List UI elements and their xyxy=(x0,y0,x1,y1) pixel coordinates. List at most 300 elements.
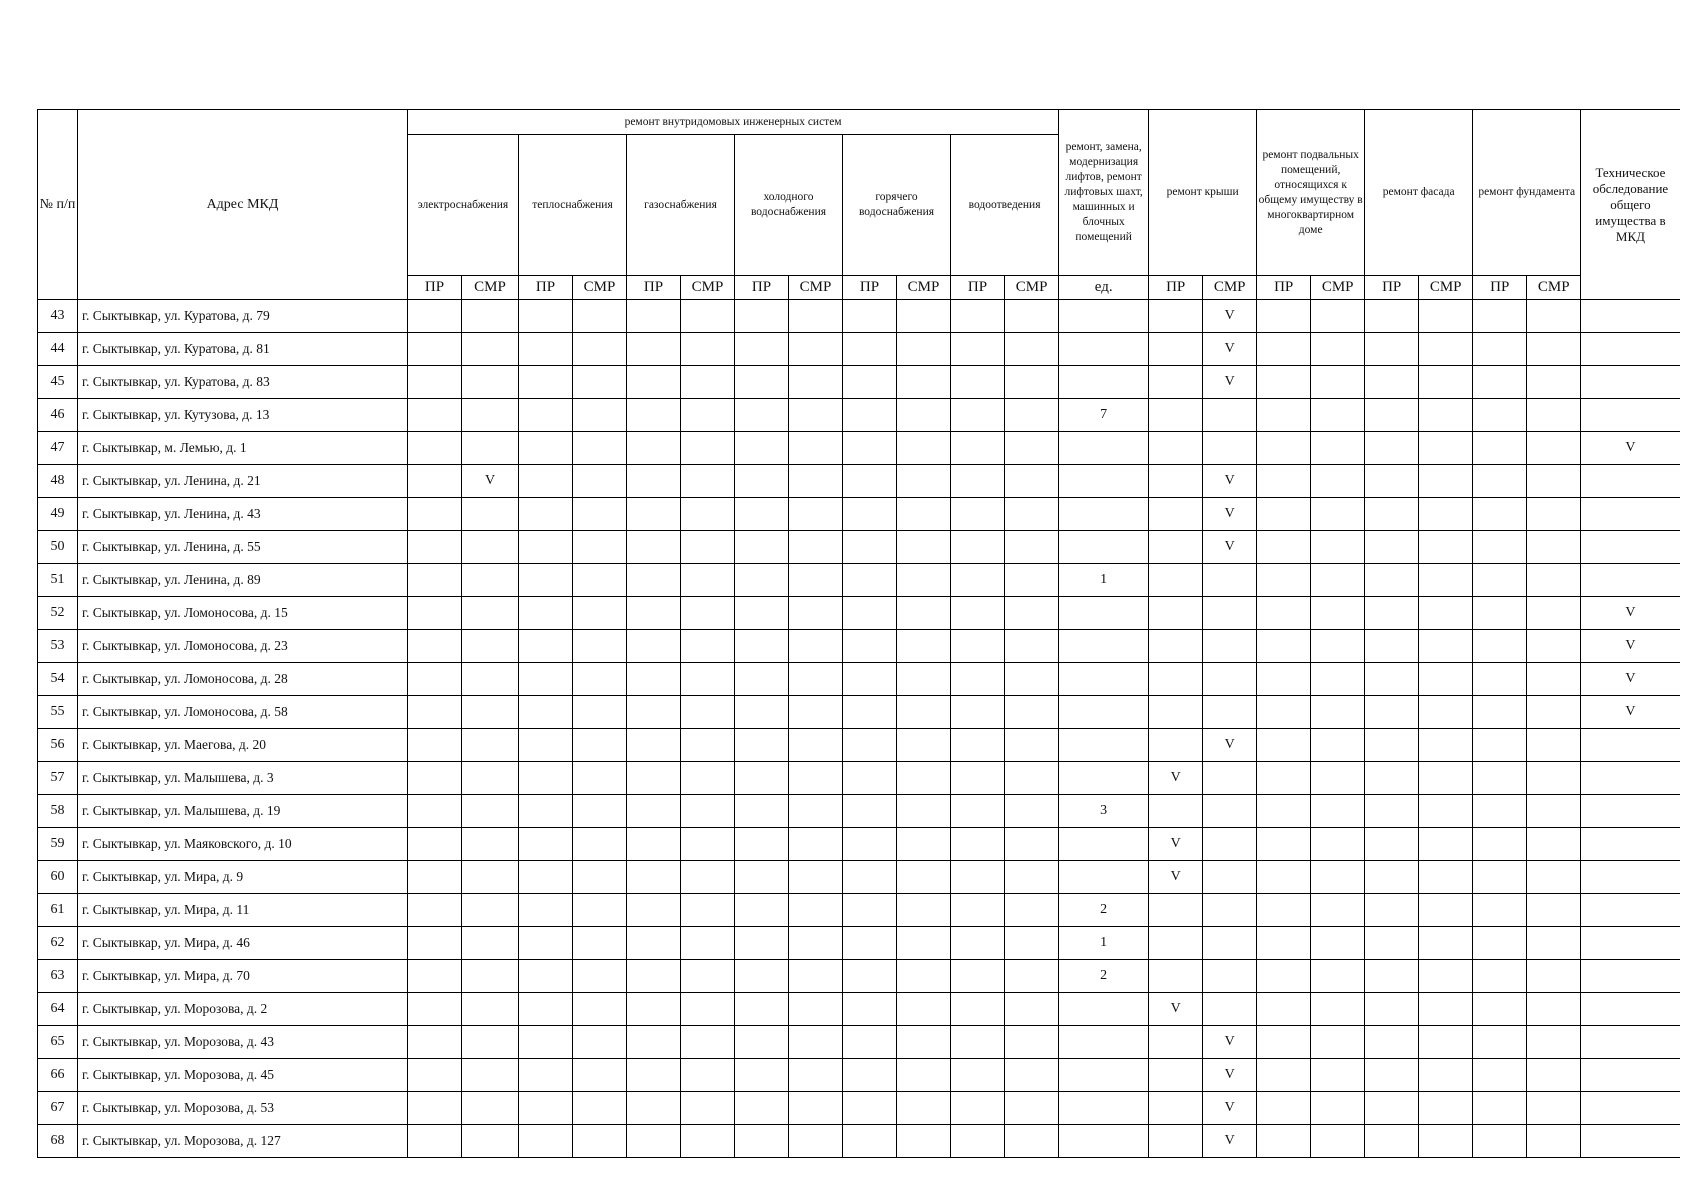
cell-roof-pr xyxy=(1149,696,1203,729)
cell-fnd-smr xyxy=(1527,1026,1581,1059)
cell-roof-smr xyxy=(1203,663,1257,696)
row-address: г. Сыктывкар, ул. Морозова, д. 127 xyxy=(78,1125,408,1158)
cell-gas-smr xyxy=(681,894,735,927)
cell-sew-smr xyxy=(1005,1026,1059,1059)
header-smr: СМР xyxy=(1005,276,1059,300)
header-sewage: водоотведения xyxy=(951,135,1059,276)
table-row xyxy=(38,960,1680,993)
cell-heat-smr xyxy=(573,1026,627,1059)
cell-roof-smr: V xyxy=(1203,1059,1257,1092)
cell-fnd-smr xyxy=(1527,663,1581,696)
cell-gas-smr xyxy=(681,333,735,366)
header-facade: ремонт фасада xyxy=(1365,110,1473,276)
row-address: г. Сыктывкар, ул. Мира, д. 46 xyxy=(78,927,408,960)
cell-el-smr xyxy=(462,564,519,597)
cell-gas-pr xyxy=(627,1125,681,1158)
cell-sew-smr xyxy=(1005,1059,1059,1092)
cell-fac-smr xyxy=(1419,861,1473,894)
cell-lift xyxy=(1059,861,1149,894)
cell-el-pr xyxy=(408,696,462,729)
cell-hot-pr xyxy=(843,630,897,663)
cell-sew-pr xyxy=(951,399,1005,432)
cell-sew-pr xyxy=(951,1059,1005,1092)
cell-gas-smr xyxy=(681,300,735,333)
cell-gas-smr xyxy=(681,960,735,993)
cell-hot-pr xyxy=(843,696,897,729)
cell-gas-smr xyxy=(681,927,735,960)
row-number: 51 xyxy=(38,564,78,597)
cell-roof-smr xyxy=(1203,861,1257,894)
cell-tech xyxy=(1581,1125,1680,1158)
cell-tech xyxy=(1581,960,1680,993)
cell-fnd-pr xyxy=(1473,333,1527,366)
cell-gas-pr xyxy=(627,465,681,498)
cell-sew-pr xyxy=(951,828,1005,861)
cell-gas-pr xyxy=(627,333,681,366)
row-address: г. Сыктывкар, ул. Ленина, д. 43 xyxy=(78,498,408,531)
table-row xyxy=(38,696,1680,729)
cell-heat-smr xyxy=(573,729,627,762)
row-number: 48 xyxy=(38,465,78,498)
cell-base-pr xyxy=(1257,1092,1311,1125)
row-address: г. Сыктывкар, ул. Морозова, д. 2 xyxy=(78,993,408,1026)
cell-el-smr xyxy=(462,1059,519,1092)
cell-fnd-smr xyxy=(1527,795,1581,828)
cell-sew-smr xyxy=(1005,1125,1059,1158)
cell-roof-smr xyxy=(1203,399,1257,432)
repair-plan-table xyxy=(37,109,1680,1158)
cell-hot-smr xyxy=(897,696,951,729)
cell-tech xyxy=(1581,498,1680,531)
cell-fac-smr xyxy=(1419,795,1473,828)
cell-base-smr xyxy=(1311,729,1365,762)
cell-roof-smr xyxy=(1203,993,1257,1026)
cell-fac-smr xyxy=(1419,828,1473,861)
row-number: 62 xyxy=(38,927,78,960)
table-row xyxy=(38,762,1680,795)
cell-el-pr xyxy=(408,762,462,795)
cell-lift xyxy=(1059,366,1149,399)
cell-base-pr xyxy=(1257,564,1311,597)
cell-base-smr xyxy=(1311,531,1365,564)
cell-fnd-pr xyxy=(1473,795,1527,828)
cell-lift xyxy=(1059,828,1149,861)
cell-sew-pr xyxy=(951,630,1005,663)
cell-roof-smr: V xyxy=(1203,333,1257,366)
cell-fnd-smr xyxy=(1527,399,1581,432)
cell-heat-pr xyxy=(519,597,573,630)
cell-gas-pr xyxy=(627,663,681,696)
cell-lift xyxy=(1059,498,1149,531)
cell-fnd-pr xyxy=(1473,531,1527,564)
cell-fnd-smr xyxy=(1527,498,1581,531)
cell-el-pr xyxy=(408,993,462,1026)
cell-heat-smr xyxy=(573,432,627,465)
cell-fnd-smr xyxy=(1527,927,1581,960)
cell-gas-pr xyxy=(627,696,681,729)
cell-lift xyxy=(1059,531,1149,564)
header-pr: ПР xyxy=(1149,276,1203,300)
row-number: 46 xyxy=(38,399,78,432)
cell-fac-pr xyxy=(1365,366,1419,399)
header-smr: СМР xyxy=(1311,276,1365,300)
cell-lift xyxy=(1059,465,1149,498)
header-pr: ПР xyxy=(735,276,789,300)
cell-sew-pr xyxy=(951,432,1005,465)
cell-base-pr xyxy=(1257,894,1311,927)
cell-gas-pr xyxy=(627,1059,681,1092)
cell-roof-pr xyxy=(1149,531,1203,564)
cell-heat-smr xyxy=(573,762,627,795)
cell-sew-pr xyxy=(951,531,1005,564)
cell-gas-smr xyxy=(681,696,735,729)
cell-fac-smr xyxy=(1419,498,1473,531)
cell-heat-pr xyxy=(519,762,573,795)
cell-tech xyxy=(1581,762,1680,795)
cell-cold-smr xyxy=(789,762,843,795)
cell-roof-pr xyxy=(1149,498,1203,531)
cell-sew-smr xyxy=(1005,894,1059,927)
cell-el-pr xyxy=(408,432,462,465)
cell-base-smr xyxy=(1311,465,1365,498)
cell-sew-smr xyxy=(1005,828,1059,861)
cell-gas-pr xyxy=(627,1092,681,1125)
cell-fnd-smr xyxy=(1527,696,1581,729)
cell-base-pr xyxy=(1257,663,1311,696)
cell-sew-pr xyxy=(951,960,1005,993)
cell-sew-pr xyxy=(951,696,1005,729)
row-address: г. Сыктывкар, ул. Ленина, д. 55 xyxy=(78,531,408,564)
cell-tech: V xyxy=(1581,432,1680,465)
cell-base-pr xyxy=(1257,828,1311,861)
cell-lift xyxy=(1059,993,1149,1026)
cell-gas-pr xyxy=(627,993,681,1026)
cell-hot-pr xyxy=(843,861,897,894)
cell-sew-pr xyxy=(951,729,1005,762)
cell-gas-smr xyxy=(681,993,735,1026)
cell-sew-pr xyxy=(951,498,1005,531)
cell-roof-pr xyxy=(1149,960,1203,993)
cell-sew-pr xyxy=(951,366,1005,399)
cell-fnd-smr xyxy=(1527,861,1581,894)
cell-gas-smr xyxy=(681,1059,735,1092)
cell-roof-pr xyxy=(1149,927,1203,960)
cell-el-pr xyxy=(408,861,462,894)
cell-fnd-smr xyxy=(1527,960,1581,993)
cell-base-smr xyxy=(1311,894,1365,927)
row-address: г. Сыктывкар, ул. Малышева, д. 19 xyxy=(78,795,408,828)
cell-cold-smr xyxy=(789,894,843,927)
table-row xyxy=(38,894,1680,927)
cell-heat-smr xyxy=(573,927,627,960)
cell-heat-smr xyxy=(573,993,627,1026)
cell-roof-smr: V xyxy=(1203,498,1257,531)
cell-heat-pr xyxy=(519,399,573,432)
cell-fac-smr xyxy=(1419,564,1473,597)
cell-fac-pr xyxy=(1365,399,1419,432)
cell-fac-smr xyxy=(1419,630,1473,663)
cell-sew-smr xyxy=(1005,927,1059,960)
cell-gas-smr xyxy=(681,828,735,861)
cell-sew-pr xyxy=(951,795,1005,828)
row-address: г. Сыктывкар, ул. Маяковского, д. 10 xyxy=(78,828,408,861)
cell-hot-smr xyxy=(897,531,951,564)
cell-base-pr xyxy=(1257,630,1311,663)
table-row xyxy=(38,1092,1680,1125)
cell-heat-pr xyxy=(519,630,573,663)
cell-sew-pr xyxy=(951,300,1005,333)
cell-base-smr xyxy=(1311,630,1365,663)
cell-base-smr xyxy=(1311,1092,1365,1125)
cell-hot-pr xyxy=(843,564,897,597)
cell-cold-pr xyxy=(735,729,789,762)
cell-cold-smr xyxy=(789,960,843,993)
cell-lift xyxy=(1059,1026,1149,1059)
cell-fnd-smr xyxy=(1527,1125,1581,1158)
cell-el-pr xyxy=(408,729,462,762)
cell-fac-smr xyxy=(1419,1125,1473,1158)
cell-gas-pr xyxy=(627,1026,681,1059)
table-row xyxy=(38,1059,1680,1092)
table-row xyxy=(38,663,1680,696)
cell-hot-pr xyxy=(843,399,897,432)
cell-el-smr xyxy=(462,729,519,762)
cell-lift: 2 xyxy=(1059,960,1149,993)
cell-fnd-smr xyxy=(1527,762,1581,795)
cell-cold-pr xyxy=(735,960,789,993)
cell-heat-smr xyxy=(573,795,627,828)
cell-fac-pr xyxy=(1365,531,1419,564)
cell-roof-smr xyxy=(1203,597,1257,630)
cell-base-pr xyxy=(1257,762,1311,795)
cell-fac-smr xyxy=(1419,762,1473,795)
cell-sew-smr xyxy=(1005,993,1059,1026)
cell-cold-smr xyxy=(789,498,843,531)
cell-tech xyxy=(1581,300,1680,333)
cell-sew-smr xyxy=(1005,597,1059,630)
cell-heat-pr xyxy=(519,828,573,861)
cell-fac-pr xyxy=(1365,663,1419,696)
cell-roof-smr: V xyxy=(1203,729,1257,762)
cell-gas-pr xyxy=(627,795,681,828)
cell-el-smr xyxy=(462,828,519,861)
cell-fnd-pr xyxy=(1473,498,1527,531)
cell-cold-smr xyxy=(789,993,843,1026)
cell-cold-smr xyxy=(789,927,843,960)
cell-base-pr xyxy=(1257,300,1311,333)
cell-heat-smr xyxy=(573,1059,627,1092)
cell-cold-pr xyxy=(735,762,789,795)
cell-hot-pr xyxy=(843,729,897,762)
cell-roof-pr xyxy=(1149,399,1203,432)
cell-fnd-smr xyxy=(1527,432,1581,465)
cell-fnd-pr xyxy=(1473,993,1527,1026)
cell-sew-pr xyxy=(951,762,1005,795)
cell-fac-smr xyxy=(1419,333,1473,366)
cell-fac-pr xyxy=(1365,960,1419,993)
row-address: г. Сыктывкар, ул. Малышева, д. 3 xyxy=(78,762,408,795)
cell-base-pr xyxy=(1257,696,1311,729)
cell-el-pr xyxy=(408,366,462,399)
cell-cold-pr xyxy=(735,597,789,630)
cell-heat-pr xyxy=(519,432,573,465)
cell-el-pr xyxy=(408,1125,462,1158)
cell-hot-smr xyxy=(897,366,951,399)
cell-roof-pr xyxy=(1149,333,1203,366)
cell-base-pr xyxy=(1257,927,1311,960)
cell-roof-pr xyxy=(1149,1092,1203,1125)
cell-fac-pr xyxy=(1365,432,1419,465)
cell-tech: V xyxy=(1581,630,1680,663)
header-foundation: ремонт фундамента xyxy=(1473,110,1581,276)
cell-sew-pr xyxy=(951,465,1005,498)
row-address: г. Сыктывкар, ул. Куратова, д. 81 xyxy=(78,333,408,366)
cell-cold-pr xyxy=(735,300,789,333)
header-pr: ПР xyxy=(843,276,897,300)
cell-base-pr xyxy=(1257,960,1311,993)
cell-sew-pr xyxy=(951,894,1005,927)
table-row xyxy=(38,432,1680,465)
cell-hot-smr xyxy=(897,729,951,762)
cell-gas-pr xyxy=(627,531,681,564)
table-row xyxy=(38,300,1680,333)
cell-el-smr xyxy=(462,432,519,465)
cell-el-smr xyxy=(462,960,519,993)
cell-gas-pr xyxy=(627,729,681,762)
cell-heat-smr xyxy=(573,564,627,597)
cell-tech xyxy=(1581,399,1680,432)
cell-el-pr xyxy=(408,531,462,564)
cell-sew-smr xyxy=(1005,366,1059,399)
cell-hot-pr xyxy=(843,465,897,498)
header-heating: теплоснабжения xyxy=(519,135,627,276)
header-smr: СМР xyxy=(681,276,735,300)
cell-fnd-smr xyxy=(1527,828,1581,861)
cell-tech xyxy=(1581,894,1680,927)
cell-el-smr xyxy=(462,795,519,828)
cell-sew-smr xyxy=(1005,465,1059,498)
cell-hot-smr xyxy=(897,432,951,465)
cell-sew-smr xyxy=(1005,300,1059,333)
cell-heat-pr xyxy=(519,861,573,894)
table-row xyxy=(38,564,1680,597)
cell-base-pr xyxy=(1257,795,1311,828)
header-electric: электроснабжения xyxy=(408,135,519,276)
cell-cold-smr xyxy=(789,300,843,333)
cell-fnd-pr xyxy=(1473,729,1527,762)
row-number: 59 xyxy=(38,828,78,861)
cell-cold-smr xyxy=(789,432,843,465)
cell-cold-pr xyxy=(735,927,789,960)
cell-hot-smr xyxy=(897,564,951,597)
cell-fac-pr xyxy=(1365,861,1419,894)
cell-heat-pr xyxy=(519,696,573,729)
cell-sew-pr xyxy=(951,663,1005,696)
row-address: г. Сыктывкар, ул. Ленина, д. 21 xyxy=(78,465,408,498)
table-row xyxy=(38,729,1680,762)
cell-sew-smr xyxy=(1005,762,1059,795)
cell-sew-smr xyxy=(1005,498,1059,531)
row-number: 65 xyxy=(38,1026,78,1059)
cell-gas-smr xyxy=(681,663,735,696)
cell-fnd-smr xyxy=(1527,564,1581,597)
header-num: № п/п xyxy=(38,110,78,300)
cell-roof-smr xyxy=(1203,564,1257,597)
table-row xyxy=(38,927,1680,960)
cell-cold-pr xyxy=(735,828,789,861)
row-address: г. Сыктывкар, ул. Ломоносова, д. 23 xyxy=(78,630,408,663)
cell-el-pr xyxy=(408,894,462,927)
cell-sew-pr xyxy=(951,597,1005,630)
cell-roof-smr: V xyxy=(1203,531,1257,564)
cell-fnd-smr xyxy=(1527,465,1581,498)
cell-sew-pr xyxy=(951,333,1005,366)
cell-sew-smr xyxy=(1005,729,1059,762)
cell-el-pr xyxy=(408,927,462,960)
cell-el-smr xyxy=(462,993,519,1026)
cell-el-pr xyxy=(408,828,462,861)
cell-fnd-pr xyxy=(1473,597,1527,630)
cell-cold-smr xyxy=(789,465,843,498)
cell-base-smr xyxy=(1311,663,1365,696)
cell-el-smr xyxy=(462,366,519,399)
cell-lift xyxy=(1059,300,1149,333)
cell-el-smr xyxy=(462,696,519,729)
cell-cold-smr xyxy=(789,399,843,432)
row-number: 64 xyxy=(38,993,78,1026)
cell-gas-pr xyxy=(627,630,681,663)
cell-cold-pr xyxy=(735,696,789,729)
row-number: 55 xyxy=(38,696,78,729)
cell-fnd-pr xyxy=(1473,1125,1527,1158)
cell-roof-pr xyxy=(1149,1059,1203,1092)
cell-heat-smr xyxy=(573,861,627,894)
cell-tech xyxy=(1581,333,1680,366)
cell-cold-smr xyxy=(789,1026,843,1059)
cell-sew-smr xyxy=(1005,696,1059,729)
cell-heat-pr xyxy=(519,498,573,531)
cell-el-smr xyxy=(462,399,519,432)
row-address: г. Сыктывкар, ул. Ломоносова, д. 15 xyxy=(78,597,408,630)
cell-fnd-pr xyxy=(1473,465,1527,498)
cell-fac-smr xyxy=(1419,894,1473,927)
table-row xyxy=(38,399,1680,432)
cell-base-smr xyxy=(1311,828,1365,861)
cell-gas-smr xyxy=(681,564,735,597)
cell-lift xyxy=(1059,1092,1149,1125)
cell-el-smr xyxy=(462,1125,519,1158)
table-row xyxy=(38,333,1680,366)
cell-cold-pr xyxy=(735,465,789,498)
cell-el-pr xyxy=(408,498,462,531)
cell-hot-pr xyxy=(843,960,897,993)
cell-hot-smr xyxy=(897,300,951,333)
header-basement: ремонт подвальных помещений, относящихся к общему имуществу в многоквартирном доме xyxy=(1257,110,1365,276)
cell-hot-pr xyxy=(843,333,897,366)
cell-hot-smr xyxy=(897,663,951,696)
cell-fac-pr xyxy=(1365,1026,1419,1059)
cell-roof-pr xyxy=(1149,795,1203,828)
cell-fac-smr xyxy=(1419,1026,1473,1059)
cell-fac-pr xyxy=(1365,1092,1419,1125)
cell-lift: 3 xyxy=(1059,795,1149,828)
cell-gas-smr xyxy=(681,1026,735,1059)
table-row xyxy=(38,795,1680,828)
cell-el-pr xyxy=(408,399,462,432)
cell-cold-pr xyxy=(735,663,789,696)
cell-sew-smr xyxy=(1005,960,1059,993)
cell-hot-smr xyxy=(897,795,951,828)
